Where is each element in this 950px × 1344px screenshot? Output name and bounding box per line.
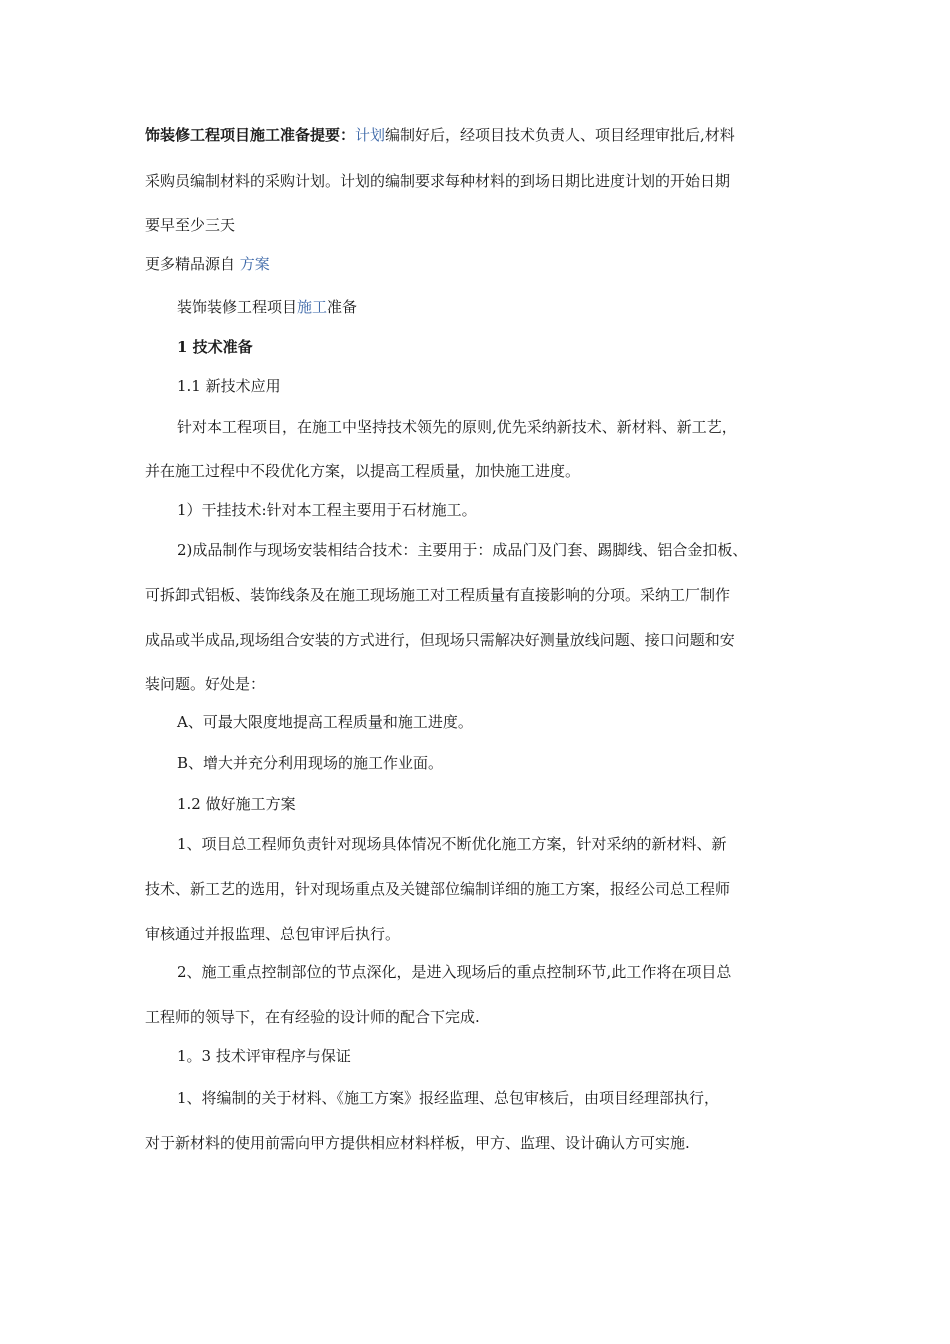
intro-label: 饰装修工程项目施工准备提要： [145, 126, 356, 144]
intro-text: 编制好后，经项目技术负责人、项目经理审批后,材料 [385, 126, 735, 144]
intro-line-3: 要早至少三天 [145, 216, 236, 234]
section-1-heading: 1 技术准备 [177, 338, 253, 356]
doc-title-pre: 装饰装修工程项目 [177, 298, 298, 316]
paragraph-line: 2、施工重点控制部位的节点深化，是进入现场后的重点控制环节,此工作将在项目总 [177, 963, 732, 981]
paragraph-line: 对于新材料的使用前需向甲方提供相应材料样板，甲方、监理、设计确认方可实施. [145, 1134, 690, 1152]
intro-line-2: 采购员编制材料的采购计划。计划的编制要求每种材料的到场日期比进度计划的开始日期 [145, 172, 731, 190]
paragraph-line: 工程师的领导下，在有经验的设计师的配合下完成. [145, 1008, 480, 1026]
paragraph-line: 装问题。好处是： [145, 675, 266, 693]
list-item: A、可最大限度地提高工程质量和施工进度。 [177, 713, 473, 731]
section-1-1-heading: 1.1 新技术应用 [177, 377, 281, 395]
plan-link[interactable]: 计划 [355, 126, 386, 144]
section-1-3-heading: 1。3 技术评审程序与保证 [177, 1047, 351, 1065]
intro-line-1 [145, 125, 735, 145]
construction-link[interactable]: 施工 [297, 298, 328, 316]
paragraph-line: 审核通过并报监理、总包审评后执行。 [145, 925, 401, 943]
source-line [145, 254, 270, 274]
paragraph-line: 技术、新工艺的选用，针对现场重点及关键部位编制详细的施工方案，报经公司总工程师 [145, 880, 731, 898]
doc-title [177, 297, 357, 317]
paragraph-line: 成品或半成品,现场组合安装的方式进行，但现场只需解决好测量放线问题、接口问题和安 [145, 631, 735, 649]
paragraph-line: 1、项目总工程师负责针对现场具体情况不断优化施工方案，针对采纳的新材料、新 [177, 835, 727, 853]
section-1-2-heading: 1.2 做好施工方案 [177, 795, 296, 813]
paragraph-line: 针对本工程项目，在施工中坚持技术领先的原则,优先采纳新技术、新材料、新工艺， [177, 418, 737, 436]
list-item: 1）干挂技术:针对本工程主要用于石材施工。 [177, 501, 477, 519]
paragraph-line: 1、将编制的关于材料、《施工方案》报经监理、总包审核后，由项目经理部执行， [177, 1089, 720, 1107]
list-item: B、增大并充分利用现场的施工作业面。 [177, 754, 444, 772]
doc-title-post: 准备 [327, 298, 358, 316]
list-item: 2)成品制作与现场安装相结合技术：主要用于：成品门及门套、踢脚线、铝合金扣板、 [177, 541, 748, 559]
source-link[interactable]: 方案 [239, 255, 270, 273]
paragraph-line: 并在施工过程中不段优化方案，以提高工程质量，加快施工进度。 [145, 462, 581, 480]
paragraph-line: 可拆卸式铝板、装饰线条及在施工现场施工对工程质量有直接影响的分项。采纳工厂制作 [145, 586, 731, 604]
source-prefix: 更多精品源自 [145, 255, 240, 273]
